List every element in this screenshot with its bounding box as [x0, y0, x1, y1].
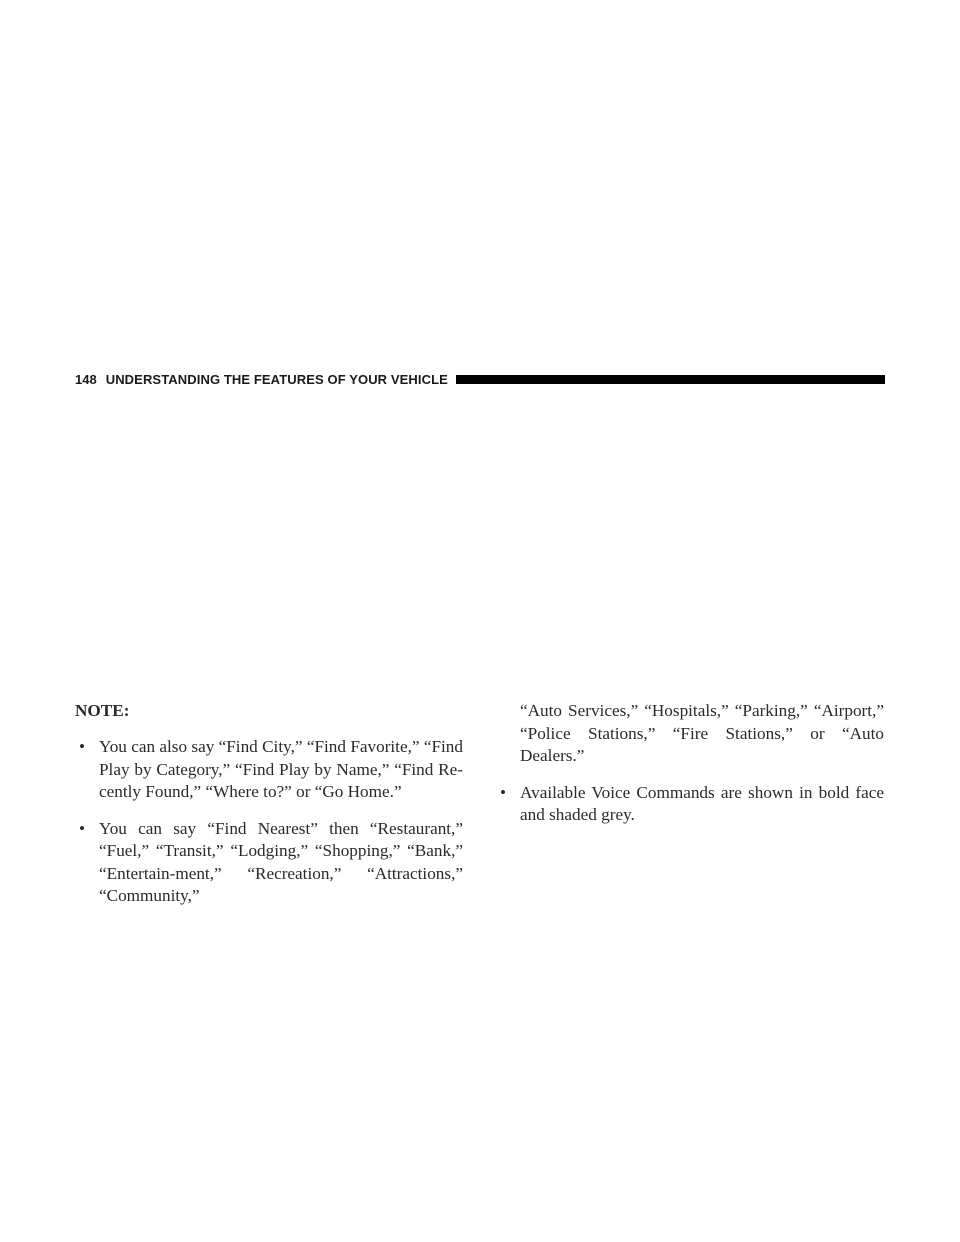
list-item	[75, 736, 463, 804]
list-item	[75, 818, 463, 908]
bullet-icon: •	[500, 782, 507, 802]
list-item-text: You can also say “Find City,” “Find Favorite,” “Find Play by Category,” “Find Play by Name,” “Find Re-cently Found,” “Where to?” or “Go Home.”	[99, 737, 463, 801]
list-item	[496, 782, 884, 827]
note-heading: NOTE:	[75, 701, 130, 720]
page-number: 148	[75, 371, 97, 387]
list-item-text: Available Voice Commands are shown in bold face and shaded grey.	[520, 782, 884, 824]
right-column	[496, 700, 884, 841]
section-title: UNDERSTANDING THE FEATURES OF YOUR VEHICLE	[105, 371, 448, 387]
left-column	[75, 700, 463, 922]
bullet-icon: •	[79, 818, 86, 838]
header-rule	[456, 375, 885, 384]
list-item-continuation: “Auto Services,” “Hospitals,” “Parking,” “Airport,” “Police Stations,” “Fire Stations,” or “Auto Dealers.”	[520, 701, 884, 765]
list-item-text: You can say “Find Nearest” then “Restaurant,” “Fuel,” “Transit,” “Lodging,” “Shopping,” “Bank,” “Entertain-ment,” “Recreation,” “Attractions,” “Community,”	[99, 818, 463, 905]
bullet-icon: •	[79, 737, 86, 756]
page-header	[75, 367, 885, 391]
